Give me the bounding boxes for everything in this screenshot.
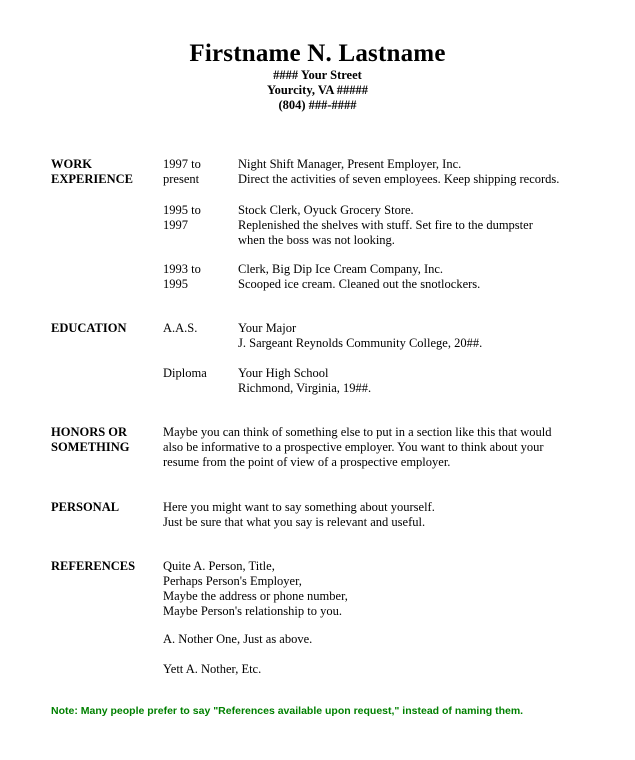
reference-1: Quite A. Person, Title, Perhaps Person's Employer, Maybe the address or phone number, Maybe Person's relationship to you. — [163, 559, 348, 618]
section-label-personal: PERSONAL — [51, 500, 120, 514]
job-title: Clerk, Big Dip Ice Cream Company, Inc. — [238, 262, 444, 276]
section-label-honors: HONORS OR SOMETHING — [51, 425, 130, 454]
work-entry-2-details — [238, 203, 533, 248]
personal-text: Here you might want to say something about yourself. Just be sure that what you say is relevant and useful. — [163, 500, 435, 529]
street-address: #### Your Street — [273, 68, 362, 82]
education-degree-1: A.A.S. — [163, 321, 198, 335]
section-label-work-experience: WORK EXPERIENCE — [51, 157, 133, 186]
section-label-education: EDUCATION — [51, 321, 127, 335]
job-title: Night Shift Manager, Present Employer, Inc. — [238, 157, 462, 171]
education-entry-1-details: Your Major J. Sargeant Reynolds Community College, 20##. — [238, 321, 483, 350]
job-title: Stock Clerk, Oyuck Grocery Store. — [238, 203, 414, 217]
work-entry-1-details — [238, 157, 559, 187]
reference-2: A. Nother One, Just as above. — [163, 632, 313, 646]
work-entry-3-details — [238, 262, 480, 292]
work-entry-2-dates: 1995 to 1997 — [163, 203, 201, 232]
job-description: Replenished the shelves with stuff. Set fire to the dumpster — [238, 218, 533, 232]
honors-text: Maybe you can think of something else to put in a section like this that would also be informative to a prospective employer. You want to think about your resume from the point of view of a prospective employer. — [163, 425, 552, 469]
work-entry-1-dates: 1997 to present — [163, 157, 201, 186]
reference-3: Yett A. Nother, Etc. — [163, 662, 262, 676]
job-description: when the boss was not looking. — [238, 233, 395, 247]
education-degree-2: Diploma — [163, 366, 207, 380]
resume-header — [0, 40, 635, 113]
phone-number: (804) ###-#### — [278, 98, 357, 112]
section-label-references: REFERENCES — [51, 559, 136, 573]
job-description: Scooped ice cream. Cleaned out the snotlockers. — [238, 277, 481, 291]
work-entry-3-dates: 1993 to 1995 — [163, 262, 201, 291]
city-state-zip: Yourcity, VA ##### — [266, 83, 369, 97]
job-description: Direct the activities of seven employees. Keep shipping records. — [238, 172, 560, 186]
applicant-name: Firstname N. Lastname — [189, 40, 446, 67]
education-entry-2-details: Your High School Richmond, Virginia, 19##. — [238, 366, 372, 395]
references-note: Note: Many people prefer to say "References available upon request," instead of naming them. — [51, 705, 524, 717]
